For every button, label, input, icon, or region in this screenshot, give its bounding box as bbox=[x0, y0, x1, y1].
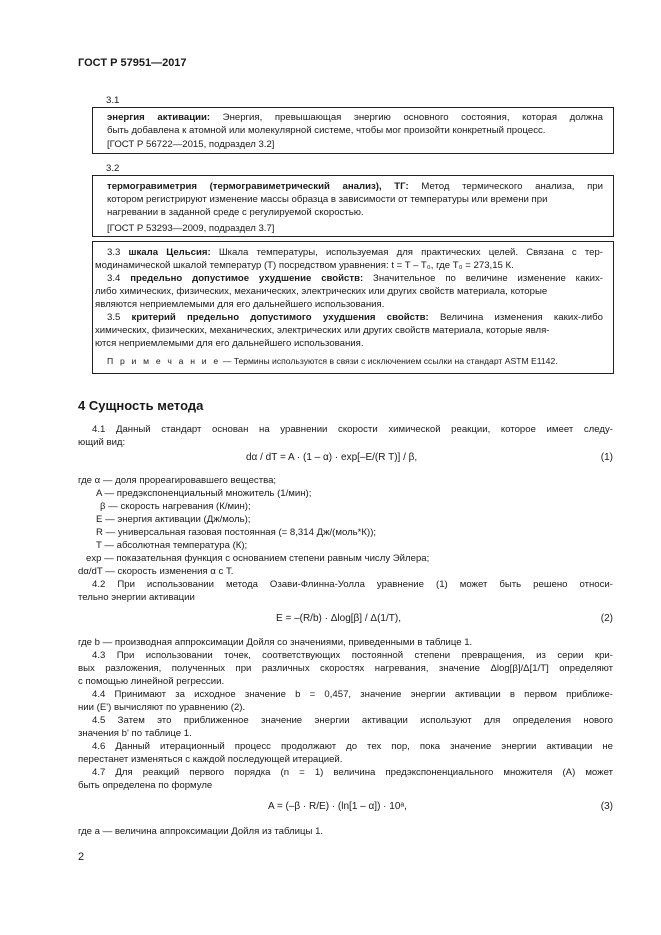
term-3-1-ref: [ГОСТ Р 56722—2015, подраздел 3.2] bbox=[107, 139, 275, 150]
where-alpha: где α — доля прореагировавшего вещества; bbox=[78, 475, 277, 486]
where-r: R — универсальная газовая постоянная (= 8,314 Дж/(моль*К)); bbox=[96, 527, 377, 538]
term-3-3-term: шкала Цельсия: bbox=[128, 247, 211, 258]
term-3-2-term: термогравиметрия (термогравиметрический анализ), ТГ: bbox=[107, 181, 409, 192]
p43-line3: с помощью линейной регрессии. bbox=[78, 676, 225, 687]
p43-line1: 4.3 При использовании точек, соответствующих постоянной степени превращения, из серии кри- bbox=[92, 650, 613, 661]
term-3-1-number: 3.1 bbox=[106, 95, 120, 106]
where-a: A — предэкспоненциальный множитель (1/мин); bbox=[96, 488, 312, 499]
term-3-1-def2: быть добавлена к атомной или молекулярной системе, чтобы мог произойти конкретный процесс. bbox=[107, 125, 546, 136]
p43-line2: вых разложения, полученных при различных скоростях нагревания, значение Δlog[β]/Δ[1/T] определяют bbox=[78, 663, 613, 674]
term-3-5-def3: ются неприемлемыми для его дальнейшего использования. bbox=[95, 338, 364, 349]
note bbox=[107, 356, 558, 366]
term-3-2-number: 3.2 bbox=[106, 163, 120, 174]
note-text: — Термины используются в связи с исключением ссылки на стандарт ASTM E1142. bbox=[220, 356, 558, 366]
where-beta: β — скорость нагревания (К/мин); bbox=[100, 501, 251, 512]
p47-line3: где a — величина аппроксимации Дойля из таблицы 1. bbox=[78, 826, 324, 837]
term-3-4-line1 bbox=[107, 273, 603, 285]
term-3-2-def1: Метод термического анализа, при bbox=[408, 181, 603, 192]
equation-3-number: (3) bbox=[600, 801, 613, 812]
equation-3: A = (–β · R/E) · (ln[1 – α]) · 10ᵃ, bbox=[268, 801, 407, 812]
where-dadt: dα/dT — скорость изменения α с T. bbox=[78, 566, 234, 577]
where-e: E — энергия активации (Дж/моль); bbox=[96, 514, 251, 525]
term-3-1-line1 bbox=[107, 112, 603, 124]
page-number: 2 bbox=[78, 851, 85, 863]
p45-line1: 4.5 Затем это приближенное значение энергии активации используют для определения нового bbox=[92, 715, 613, 726]
p42-line3: где b — производная аппроксимации Дойля со значениями, приведенными в таблице 1. bbox=[78, 637, 473, 648]
term-3-2-line1 bbox=[107, 181, 603, 193]
p41-line2: ющий вид: bbox=[78, 437, 126, 448]
terms-3-3-to-3-5-box bbox=[92, 241, 614, 374]
where-exp: exp — показательная функция с основанием степени равным числу Эйлера; bbox=[86, 553, 430, 564]
term-3-2-def3: нагревании в заданной среде с регулируемой скоростью. bbox=[107, 207, 364, 218]
term-3-2-box bbox=[92, 175, 614, 237]
term-3-3-number: 3.3 bbox=[107, 247, 129, 258]
equation-2-number: (2) bbox=[600, 613, 613, 624]
p42-line1: 4.2 При использовании метода Озави-Флинна-Уолла уравнение (1) может быть решено относи- bbox=[92, 579, 613, 590]
term-3-3-def1: Шкала температуры, используемая для практических целей. Связана с тер- bbox=[210, 247, 603, 258]
term-3-1-term: энергия активации: bbox=[107, 112, 211, 123]
term-3-4-def2: либо химических, физических, механических, электрических или других свойств материала, которые bbox=[95, 286, 548, 297]
term-3-3-line1 bbox=[107, 247, 603, 259]
term-3-1-def1: Энергия, превышающая энергию основного состояния, которая должна bbox=[210, 112, 603, 123]
term-3-5-number: 3.5 bbox=[107, 312, 132, 323]
term-3-5-term: критерий предельно допустимого ухудшения свойств: bbox=[131, 312, 429, 323]
term-3-5-def1: Величина изменения каких-либо bbox=[428, 312, 603, 323]
p45-line2: значения b' по таблице 1. bbox=[78, 728, 192, 739]
section-4-title: 4 Сущность метода bbox=[78, 398, 204, 413]
term-3-4-term: предельно допустимое ухудшение свойств: bbox=[130, 273, 364, 284]
term-3-3-def2: модинамической шкалой температур (T) посредством уравнения: t = T – T₀, где T₀ = 273,15 К. bbox=[95, 260, 514, 271]
term-3-5-line1 bbox=[107, 312, 603, 324]
p46-line2: перестанет изменяться с каждой последующей итерацией. bbox=[78, 754, 343, 765]
where-t: T — абсолютная температура (К); bbox=[96, 540, 248, 551]
term-3-5-def2: химических, физических, механических, электрических или других свойств материала, которые явля- bbox=[95, 325, 550, 336]
p47-line2: быть определена по формуле bbox=[78, 780, 213, 791]
p46-line1: 4.6 Данный итерационный процесс продолжают до тех пор, пока значение энергии активации не bbox=[92, 741, 613, 752]
equation-2: E = –(R/b) · Δlog[β] / Δ(1/T), bbox=[276, 613, 401, 624]
p41-line1: 4.1 Данный стандарт основан на уравнении скорости химической реакции, которое имеет следу- bbox=[92, 424, 613, 435]
p44-line2: нии (E') вычисляют по уравнению (2). bbox=[78, 702, 246, 713]
term-3-4-def3: являются неприемлемыми для его дальнейшего использования. bbox=[95, 299, 385, 310]
term-3-4-number: 3.4 bbox=[107, 273, 131, 284]
term-3-2-def2: котором регистрируют изменение массы образца в зависимости от температуры или времени при bbox=[107, 194, 548, 205]
p42-line2: тельно энергии активации bbox=[78, 592, 195, 603]
term-3-4-def1: Значительное по величине изменение каких- bbox=[363, 273, 603, 284]
document-header: ГОСТ Р 57951—2017 bbox=[78, 57, 187, 69]
equation-1: dα / dT = A · (1 – α) · exp[–E/(R T)] / β, bbox=[246, 452, 418, 463]
equation-1-number: (1) bbox=[600, 452, 613, 463]
note-label: П р и м е ч а н и е bbox=[107, 356, 221, 366]
term-3-1-box bbox=[92, 107, 614, 154]
term-3-2-ref: [ГОСТ Р 53293—2009, подраздел 3.7] bbox=[107, 223, 275, 234]
p44-line1: 4.4 Принимают за исходное значение b = 0,457, значение энергии активации в первом приближе- bbox=[92, 689, 613, 700]
p47-line1: 4.7 Для реакций первого порядка (n = 1) величина предэкспоненциального множителя (A) может bbox=[92, 767, 613, 778]
